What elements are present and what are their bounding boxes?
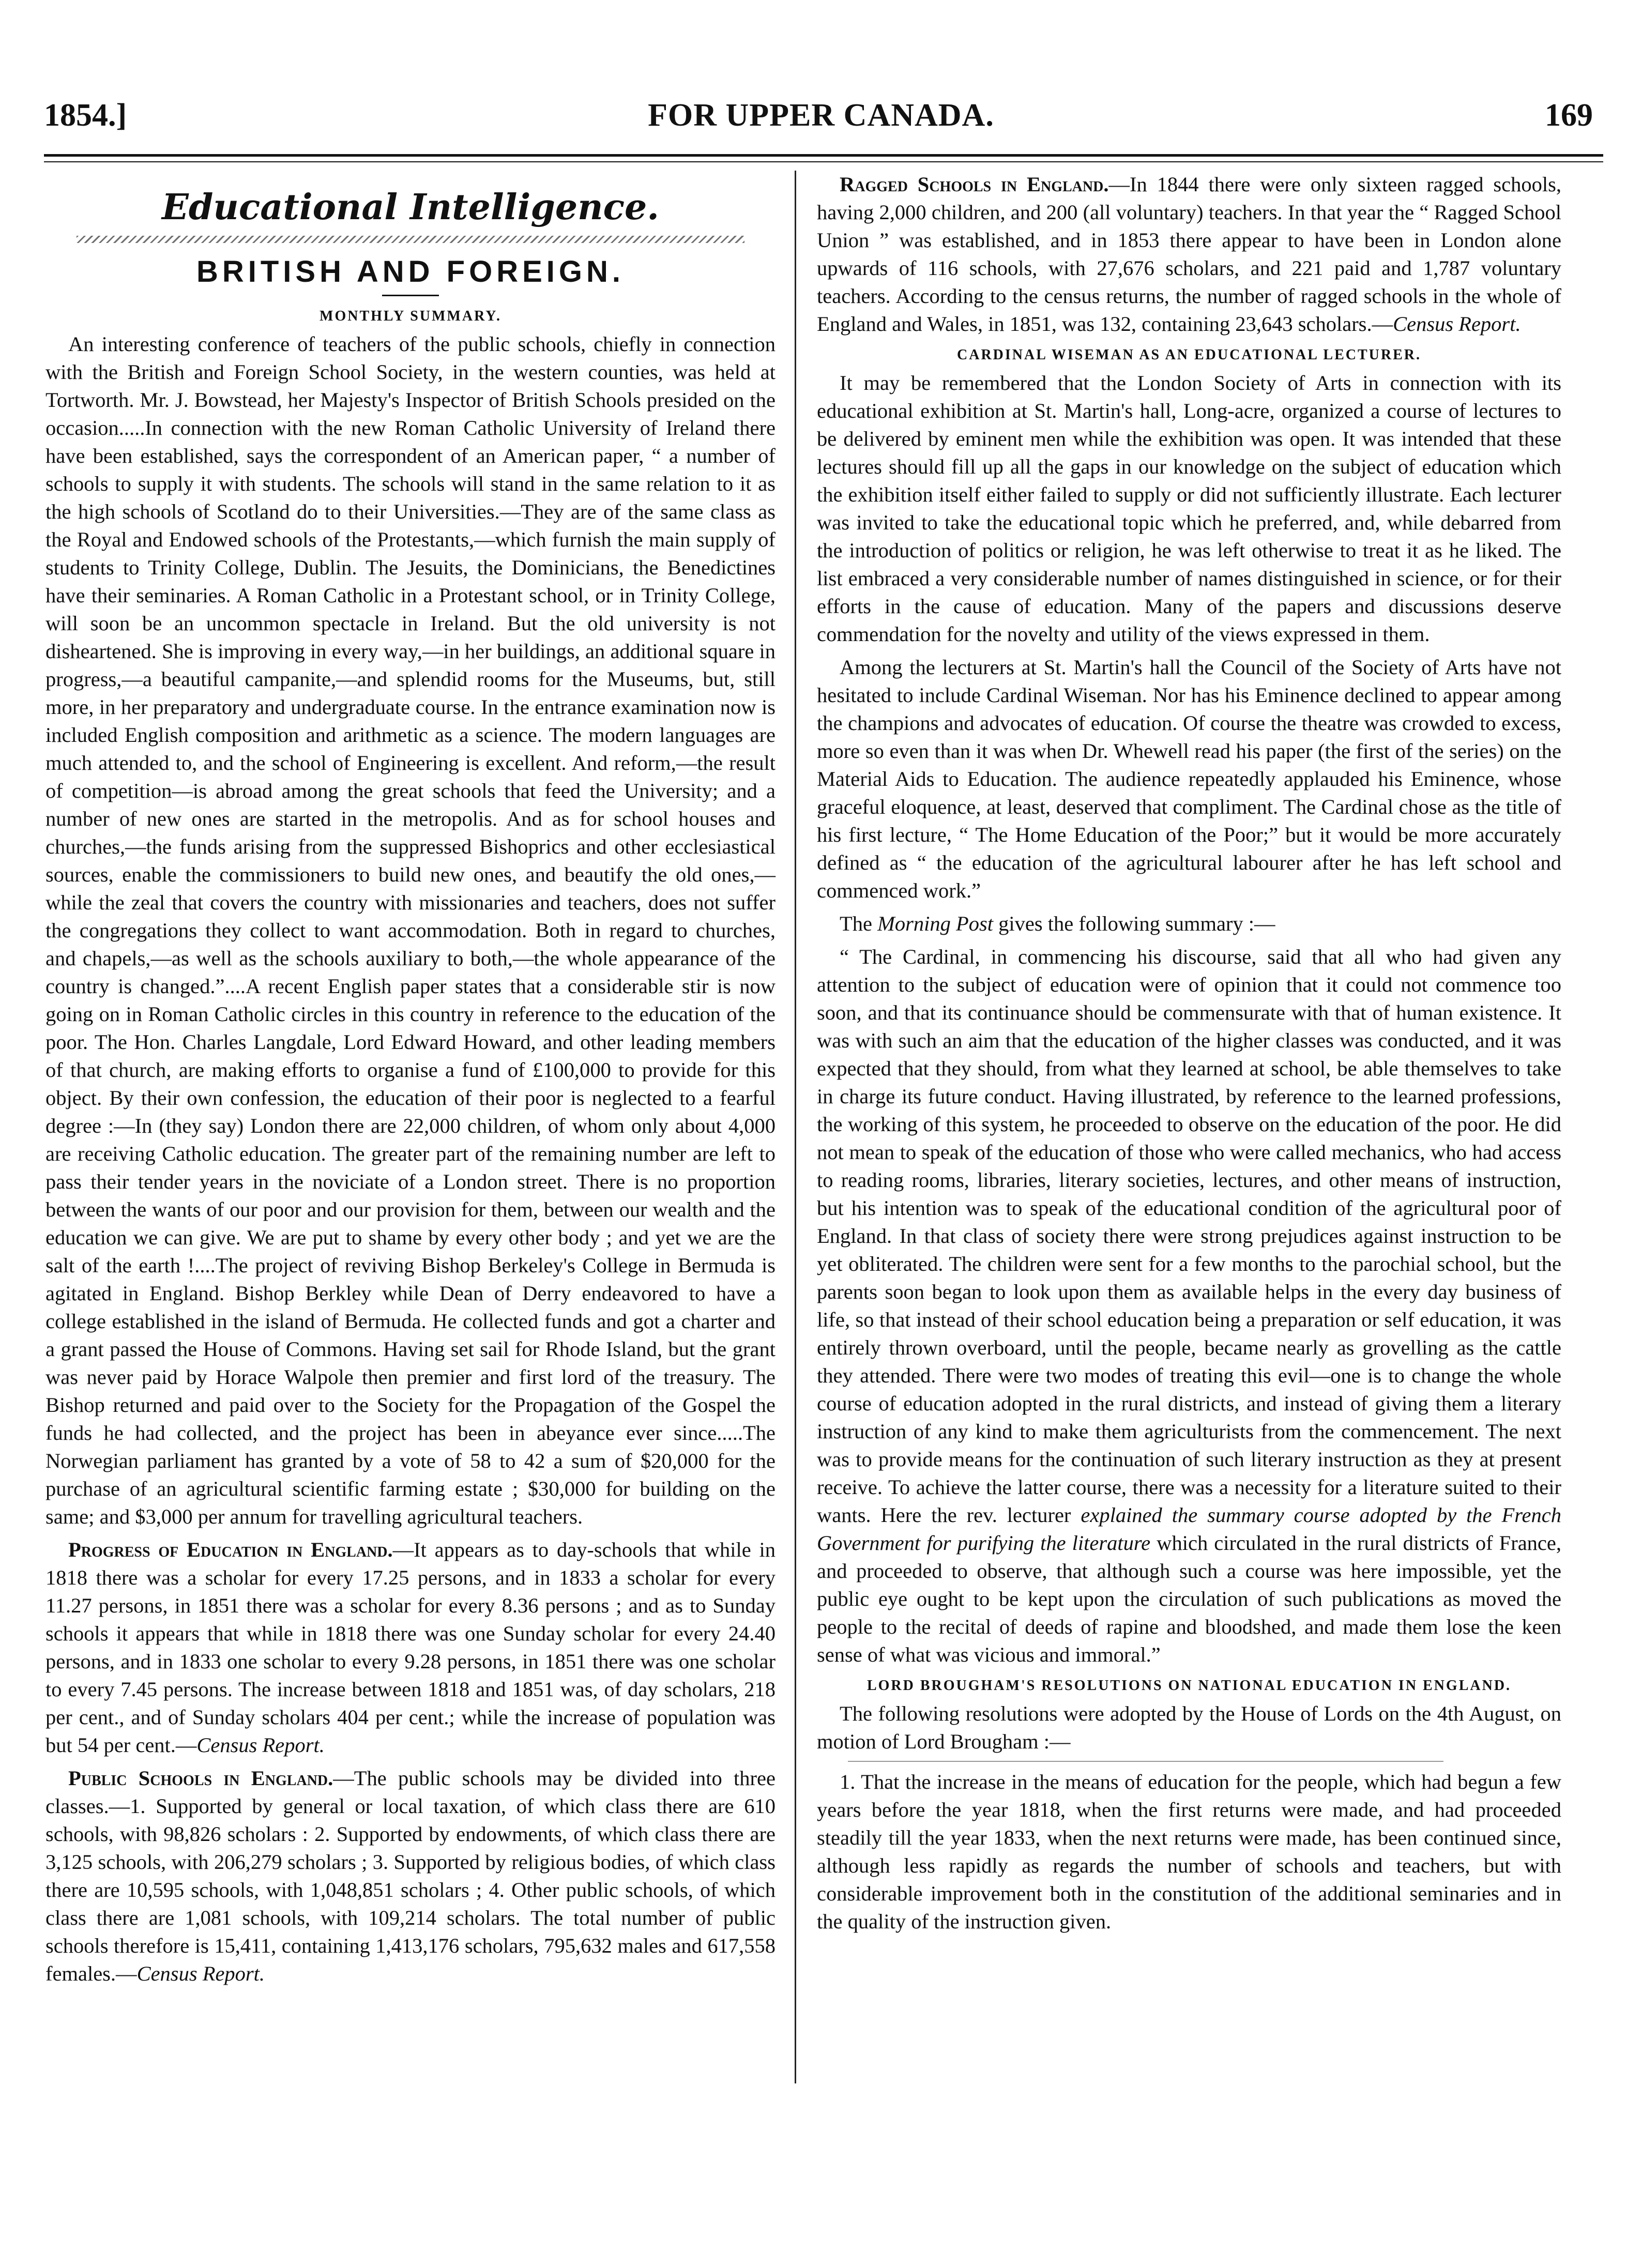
section-title: BRITISH AND FOREIGN. [196, 255, 625, 288]
right-column [817, 171, 1561, 1941]
public-schools-text: —The public schools may be divided into three classes.—1. Supported by general or local taxation, of which class there are 610 schools, with 98,826 scholars : 2. Supported by endowments, of which class there are 3,125 schools, with 206,279 scholars ; 3. Supported by religious bodies, of which class there are 10,595 schools, with 1,048,851 scholars ; 4. Other public schools, of which class there are 1,081 schools, with 109,214 scholars. The total number of public schools therefore is 15,411, containing 1,413,176 scholars, 795,632 males and 617,558 females.— [45, 1767, 776, 1985]
progress-text: —It appears as to day-schools that while in 1818 there was a scholar for every 17.25 persons, and in 1833 a scholar for every 11.27 persons, in 1851 there was a scholar for every 8.36 persons ; and as to Sunday schools it appears that while in 1818 there was one Sunday scholar for every 24.40 persons, and in 1833 one scholar to every 9.28 persons, in 1851 there was one scholar to every 7.45 persons. The increase between 1818 and 1851 was, of day scholars, 218 per cent., and of Sunday scholars 404 per cent.; while the increase of population was but 54 per cent.— [45, 1538, 776, 1757]
separator-rule [848, 1761, 1443, 1762]
header-rule-thin [44, 161, 1603, 162]
morning-post-pre: The [840, 912, 878, 935]
header-rule-thick [44, 154, 1603, 157]
left-column [45, 171, 776, 1993]
monthly-summary-heading: MONTHLY SUMMARY. [320, 308, 501, 324]
morning-post-post: gives the following summary :— [993, 912, 1275, 935]
progress-of-education-paragraph [45, 1536, 776, 1759]
running-title: FOR UPPER CANADA. [648, 98, 994, 133]
morning-post-title: Morning Post [877, 912, 993, 935]
progress-source: Census Report. [196, 1733, 325, 1757]
short-rule [382, 295, 439, 296]
resolutions-intro-paragraph: The following resolutions were adopted by the House of Lords on the 4th August, on motion of Lord Brougham :— [817, 1702, 1561, 1753]
cardinal-quote-end: which circulated in the rural districts of France, and proceeded to observe, that although such a course was here impossible, yet the public eye ought to be kept upon the circulation of such publications as moved the people to the recital of deeds of rapine and bloodshed, and made them lose the keen sense of what was vicious and immoral.” [817, 1531, 1561, 1666]
society-of-arts-paragraph: It may be remembered that the London Society of Arts in connection with its educational exhibition at St. Martin's hall, Long-acre, organized a course of lectures to be delivered by eminent men while the exhibition was open. It was intended that these lectures should fill up all the gaps in our knowledge on the subject of education which the exhibition itself either failed to supply or did not sufficiently illustrate. Each lecturer was invited to take the educational topic which he preferred, and, while debarred from the introduction of politics or religion, he was left otherwise to treat it as he liked. The list embraced a very considerable number of names distinguished in science, or for their efforts in the cause of education. Many of the papers and discussions deserve commendation for the novelty and utility of the views expressed in them. [817, 371, 1561, 646]
ragged-schools-source: Census Report. [1393, 312, 1521, 336]
monthly-summary-paragraph: An interesting conference of teachers of the public schools, chiefly in connection with the British and Foreign School Society, in the western counties, was held at Tortworth. Mr. J. Bowstead, her Majesty's Inspector of British Schools presided on the occasion.....In connection with the new Roman Catholic University of Ireland there have been established, says the correspondent of an American paper, “ a number of schools to supply it with students. The schools will stand in the same relation to it as the high schools of Scotland do to their Universities.—They are of the same class as the Royal and Endowed schools of the Protestants,—which furnish the main supply of students to Trinity College, Dublin. The Jesuits, the Dominicians, the Benedictines have their seminaries. A Roman Catholic in a Protestant school, or in Trinity College, will soon be an uncommon spectacle in Ireland. But the old university is not disheartened. She is improving in every way,—in her buildings, an additional square in progress,—a beautiful campanite,—and splendid rooms for the Museums, but, still more, in her preparatory and undergraduate course. In the entrance examination now is included English composition and arithmetic as a science. The modern languages are much attended to, and the school of Engineering is excellent. And reform,—the result of competition—is abroad among the great schools that feed the University; and a number of new ones are started in the metropolis. And as for school houses and churches,—the funds arising from the suppressed Bishoprics and other ecclesiastical sources, enable the commissioners to build new ones, and beautify the old ones,—while the zeal that covers the country with missionaries and teachers, does not suffer the congregations they collect to want accommodation. Both in regard to churches, and chapels,—as well as the schools auxiliary to both,—the whole appearance of the country is changed.”....A recent English paper states that a considerable stir is now going on in Roman Catholic circles in this country in reference to the education of the poor. The Hon. Charles Langdale, Lord Edward Howard, and other leading members of that church, are making efforts to organise a fund of £100,000 to provide for this object. By their own confession, the education of their poor is neglected to a fearful degree :—In (they say) London there are 22,000 children, of whom only about 4,000 are receiving Catholic education. The greater part of the remaining number are left to pass their tender years in the noviciate of a London street. There is no proportion between the wants of our poor and our provision for them, between our wealth and the education we can give. We are put to shame by every other body ; and yet we are the salt of the earth !....The project of reviving Bishop Berkeley's College in Bermuda is agitated in England. Bishop Berkley while Dean of Derry endeavored to have a college established in the island of Bermuda. He collected funds and got a charter and a grant passed the House of Commons. Having set sail for Rhode Island, but the grant was never paid by Horace Walpole then premier and first lord of the treasury. The Bishop returned and paid over to the Society for the Propagation of the Gospel the funds he had collected, and the project has been in abeyance ever since.....The Norwegian parliament has granted by a vote of 58 to 42 a sum of $20,000 for the purchase of an agricultural scientific farming estate ; $30,000 for building on the same; and $3,000 per annum for travelling agricultural teachers. [45, 332, 776, 1528]
page-number: 169 [1545, 98, 1593, 133]
resolution-one-paragraph: 1. That the increase in the means of education for the people, which had begun a few years before the year 1818, when the first returns were made, and had proceeded steadily till the year 1833, when the next returns were made, has been continued since, although less rapidly as regards the number of schools and teachers, but with considerable improvement both in the constitution of the additional seminaries and in the quality of the instruction given. [817, 1770, 1561, 1933]
cardinal-quote-text: “ The Cardinal, in commencing his discourse, said that all who had given any attention to the subject of education were of opinion that it could not commence too soon, and that its continuance should be commensurate with that of human existence. It was with such an aim that the education of the higher classes was conducted, and it was expected that they should, from what they learned at school, be able themselves to take in charge its future conduct. Having illustrated, by reference to the learned professions, the working of this system, he proceeded to observe on the education of the poor. He did not mean to speak of the education of those who were called mechanics, who had access to reading rooms, libraries, literary societies, lectures, and other means of instruction, but his intention was to speak of the educational condition of the agricultural poor of England. In that class of society there were strong prejudices against instruction to be yet obliterated. The children were sent for a few months to the parochial school, but the parents soon began to look upon them as available helps in the every day business of life, so that instead of their school education being a preparation or self education, it was entirely thrown overboard, until the people, became nearly as grovelling as the cattle they attended. There were two modes of treating this evil—one is to change the whole course of education adopted in the rural districts, and instead of giving them a literary instruction of any kind to make them agriculturists from the commencement. The next was to provide means for the continuation of such literary instruction as they at present receive. To achieve the latter course, there was a necessity for a literature suited to their wants. Here the rev. lecturer [817, 945, 1561, 1527]
cardinal-quote-paragraph [817, 943, 1561, 1669]
page-date: 1854.] [44, 98, 127, 133]
ragged-schools-paragraph [817, 171, 1561, 338]
ragged-schools-heading: Ragged Schools in England. [840, 173, 1109, 196]
ragged-schools-text: —In 1844 there were only sixteen ragged schools, having 2,000 children, and 200 (all voluntary) teachers. In that year the “ Ragged School Union ” was established, and in 1853 there appear to have been in London alone upwards of 116 schools, with 27,676 scholars, and 221 paid and 1,787 voluntary teachers. According to the census returns, the number of ragged schools in the whole of England and Wales, in 1851, was 132, containing 23,643 scholars.— [817, 173, 1561, 336]
lecturers-paragraph: Among the lecturers at St. Martin's hall the Council of the Society of Arts have not hesitated to include Cardinal Wiseman. Nor has his Eminence declined to appear among the champions and advocates of education. Of course the theatre was crowded to excess, more so even than it was when Dr. Whewell read his paper (the first of the series) on the Material Aids to Education. The audience repeatedly applauded his Eminence, whose graceful eloquence, at least, deserved that compliment. The Cardinal chose as the title of his first lecture, “ The Home Education of the Poor;” but it would be more accurately defined as “ the education of the agricultural labourer after he has left school and commenced work.” [817, 656, 1561, 902]
cardinal-quote-italic: explained the summary course adopted by the French Government for purifying the literature [817, 1503, 1561, 1555]
column-divider [795, 171, 796, 2083]
public-schools-paragraph [45, 1764, 776, 1988]
morning-post-paragraph [817, 910, 1561, 938]
public-schools-source: Census Report. [136, 1962, 265, 1985]
section-banner: Educational Intelligence. [162, 187, 659, 228]
progress-heading: Progress of Education in England. [68, 1538, 393, 1561]
brougham-heading: LORD BROUGHAM'S RESOLUTIONS ON NATIONAL EDUCATION IN ENGLAND. [866, 1678, 1512, 1694]
public-schools-heading: Public Schools in England. [68, 1767, 333, 1790]
cardinal-wiseman-heading: CARDINAL WISEMAN AS AN EDUCATIONAL LECTURER. [957, 347, 1421, 363]
wavy-rule [77, 236, 744, 243]
